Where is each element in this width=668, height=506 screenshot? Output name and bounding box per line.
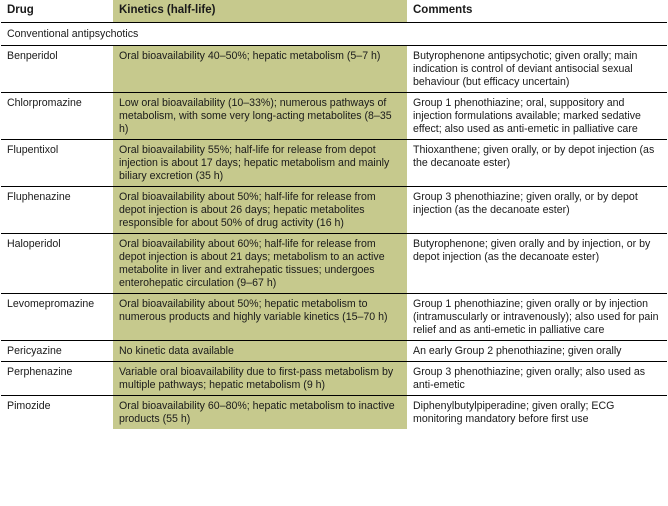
- comments-cell: Butyrophenone antipsychotic; given orally; main indication is control of deviant antisocial sexual behaviour (but efficacy uncertain): [407, 46, 667, 93]
- drug-name: Pericyazine: [1, 341, 113, 362]
- table-row: [1, 140, 667, 187]
- kinetics-cell: No kinetic data available: [113, 341, 407, 362]
- table-row: [1, 46, 667, 93]
- drug-name: Perphenazine: [1, 362, 113, 396]
- comments-cell: An early Group 2 phenothiazine; given orally: [407, 341, 667, 362]
- comments-cell: Group 3 phenothiazine; given orally, or by depot injection (as the decanoate ester): [407, 187, 667, 234]
- table-row: [1, 341, 667, 362]
- comments-cell: Butyrophenone; given orally and by injection, or by depot injection (as the decanoate ester): [407, 234, 667, 294]
- kinetics-cell: Oral bioavailability about 50%; hepatic metabolism to numerous products and highly variable kinetics (15–70 h): [113, 294, 407, 341]
- drug-name: Levomepromazine: [1, 294, 113, 341]
- kinetics-cell: Variable oral bioavailability due to first-pass metabolism by multiple pathways; hepatic metabolism (9 h): [113, 362, 407, 396]
- kinetics-cell: Oral bioavailability 40–50%; hepatic metabolism (5–7 h): [113, 46, 407, 93]
- drug-name: Fluphenazine: [1, 187, 113, 234]
- drug-table: [1, 0, 667, 429]
- kinetics-cell: Oral bioavailability 60–80%; hepatic metabolism to inactive products (55 h): [113, 396, 407, 430]
- drug-name: Flupentixol: [1, 140, 113, 187]
- kinetics-cell: Oral bioavailability about 60%; half-life for release from depot injection is about 21 days; metabolism to an active metabolite in liver and extrahepatic tissues; undergoes enterohepatic circulation (9–67 h): [113, 234, 407, 294]
- header-drug: Drug: [1, 0, 113, 23]
- drug-name: Pimozide: [7, 400, 51, 412]
- header-kinetics: Kinetics (half-life): [113, 0, 407, 23]
- table-row: [1, 93, 667, 140]
- table-row: [1, 396, 667, 430]
- comments-cell: Diphenylbutylpiperadine; given orally; ECG monitoring mandatory before first use: [413, 400, 615, 425]
- header-row: [1, 0, 667, 23]
- table-row: [1, 187, 667, 234]
- table-row: [1, 234, 667, 294]
- kinetics-cell: Low oral bioavailability (10–33%); numerous pathways of metabolism, with some very long-acting metabolites (8–35 h): [113, 93, 407, 140]
- kinetics-cell: Oral bioavailability about 50%; half-life for release from depot injection is about 26 days; hepatic metabolites responsible for about 50% of drug activity (16 h): [113, 187, 407, 234]
- drug-name: Haloperidol: [1, 234, 113, 294]
- section-title: Conventional antipsychotics: [1, 23, 667, 46]
- comments-cell: Group 1 phenothiazine; given orally or by injection (intramuscularly or intravenously); also used for pain relief and as anti-emetic in palliative care: [407, 294, 667, 341]
- comments-cell: Group 1 phenothiazine; oral, suppository and injection formulations available; marked sedative effect; also used as anti-emetic in palliative care: [407, 93, 667, 140]
- section-row: [1, 23, 667, 46]
- kinetics-cell: Oral bioavailability 55%; half-life for release from depot injection is about 17 days; hepatic metabolism and mainly biliary excretion (35 h): [113, 140, 407, 187]
- table-row: [1, 362, 667, 396]
- header-comments: Comments: [407, 0, 667, 23]
- comments-cell: Thioxanthene; given orally, or by depot injection (as the decanoate ester): [407, 140, 667, 187]
- table-row: [1, 294, 667, 341]
- comments-cell: Group 3 phenothiazine; given orally; also used as anti-emetic: [407, 362, 667, 396]
- drug-name: Chlorpromazine: [1, 93, 113, 140]
- drug-name: Benperidol: [1, 46, 113, 93]
